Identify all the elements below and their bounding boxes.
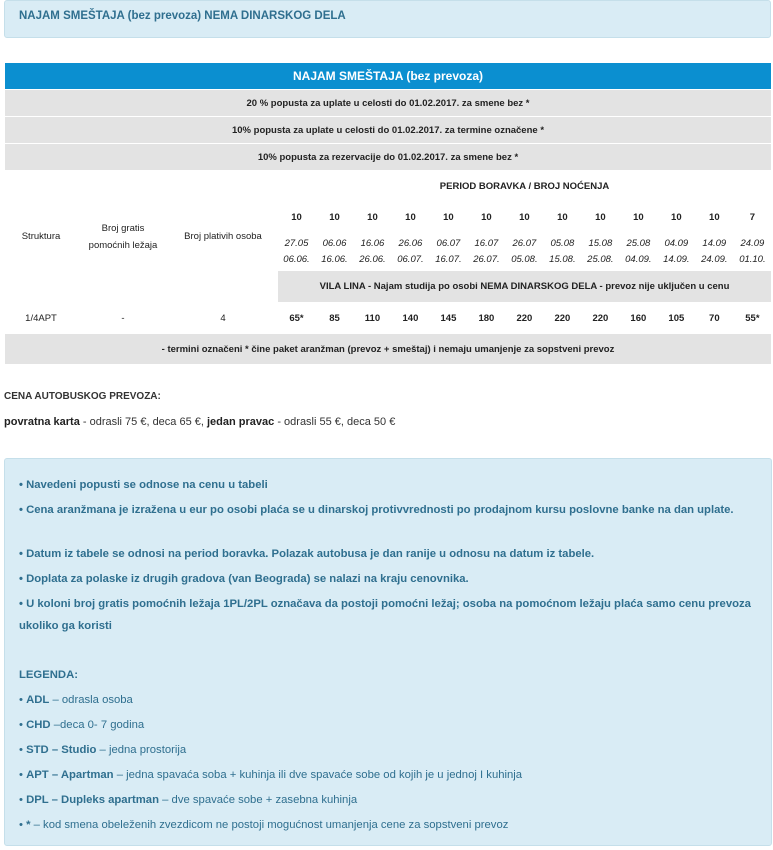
date-to: 14.09. [663,254,690,265]
nights-cell: 10 [391,202,429,234]
legend-desc: – jedna spavaća soba + kuhinja ili dve spavaće sobe od kojih je u jednoj I kuhinja [113,769,523,781]
nights-cell: 10 [695,202,733,234]
col-gratis-line1: Broj gratis [101,222,145,234]
legend-desc: – kod smena obeleženih zvezdicom ne postoji mogućnost umanjenja cene za sopstveni prevoz [30,819,509,831]
legend-bullet: • [19,694,27,706]
date-from: 06.06 [322,238,347,249]
row-platnih: 4 [169,303,278,334]
legend-title: LEGENDA: [19,669,78,681]
nights-cell: 10 [619,202,657,234]
legend-term: ADL [26,694,50,706]
nights-cell: 10 [353,202,391,234]
col-gratis-header [78,171,169,303]
legend-item [19,739,759,761]
bus-return-label: povratna karta [4,416,80,428]
info-box [4,458,772,846]
date-cell [695,234,733,271]
nights-cell: 10 [581,202,619,234]
legend-item [19,814,759,836]
bus-price-line [4,416,395,428]
legend-bullet: • [19,719,27,731]
row-struktura: 1/4APT [5,303,78,334]
note-5: • U koloni broj gratis pomoćnih ležaja 1PL/2PL označava da postoji pomoćni ležaj; osoba na pomoćnom ležaju plaća samo cenu prevoza ukoliko ga koristi [19,598,751,632]
price-cell: 220 [581,303,619,334]
price-cell: 140 [391,303,429,334]
note-2: • Cena aranžmana je izražena u eur po osobi plaća se u dinarskoj protivvrednosti po prodajnom kursu poslovne banke na dan uplate. [19,504,734,516]
price-cell: 85 [315,303,353,334]
legend-bullet: • [19,819,27,831]
date-to: 16.06. [321,254,348,265]
discount-1: 20 % popusta za uplate u celosti do 01.02.2017. za smene bez * [5,90,772,117]
date-from: 04.09 [664,238,689,249]
price-table [4,62,772,365]
legend-term: * [26,819,31,831]
nights-cell: 10 [657,202,695,234]
note-4: • Doplata za polaske iz drugih gradova (van Beograda) se nalazi na kraju cenovnika. [19,573,469,585]
legend-desc: –deca 0- 7 godina [50,719,145,731]
date-cell [505,234,543,271]
date-cell [657,234,695,271]
nights-cell: 10 [315,202,353,234]
price-cell: 180 [467,303,505,334]
bus-return-text: - odrasli 75 €, deca 65 €, [79,416,207,428]
row-gratis: - [78,303,169,334]
date-from: 27.05 [284,238,309,249]
bus-oneway-text: - odrasli 55 €, deca 50 € [274,416,396,428]
discount-2: 10% popusta za uplate u celosti do 01.02.2017. za termine označene * [5,117,772,144]
price-cell: 65* [278,303,316,334]
col-struktura-header: Struktura [5,171,78,303]
date-cell [581,234,619,271]
date-from: 25.08 [626,238,651,249]
nights-cell: 10 [429,202,467,234]
legend-desc: – jedna prostorija [96,744,187,756]
date-cell [543,234,581,271]
date-from: 26.07 [512,238,537,249]
date-from: 14.09 [702,238,727,249]
col-gratis-line2: pomoćnih ležaja [88,239,158,251]
legend-bullet: • [19,769,27,781]
date-cell [278,234,316,271]
table-title: NAJAM SMEŠTAJA (bez prevoza) [5,63,772,90]
table-note: - termini označeni * čine paket aranžman (prevoz + smeštaj) i nemaju umanjenje za sopstveni prevoz [5,334,772,365]
date-from: 24.09 [740,238,765,249]
top-notice-text: NAJAM SMEŠTAJA (bez prevoza) NEMA DINARSKOG DELA [19,10,346,22]
legend-desc: – dve spavaće sobe + zasebna kuhinja [158,794,358,806]
top-notice-box [4,0,771,38]
date-from: 16.06 [360,238,385,249]
date-cell [733,234,771,271]
legend-term: CHD [26,719,51,731]
date-from: 15.08 [588,238,613,249]
price-cell: 70 [695,303,733,334]
date-cell [429,234,467,271]
legend-desc: – odrasla osoba [49,694,133,706]
legend-term: STD – Studio [26,744,97,756]
legend-term: APT – Apartman [26,769,114,781]
legend-item [19,689,759,711]
date-to: 26.06. [359,254,386,265]
date-to: 06.07. [397,254,424,265]
period-title: PERIOD BORAVKA / BROJ NOĆENJA [278,171,772,202]
date-from: 16.07 [474,238,499,249]
legend-item [19,764,759,786]
col-platnih-header: Broj plativih osoba [169,171,278,303]
date-from: 26.06 [398,238,423,249]
date-to: 06.06. [283,254,310,265]
legend-item [19,789,759,811]
price-cell: 55* [733,303,771,334]
date-to: 04.09. [625,254,652,265]
price-cell: 110 [353,303,391,334]
date-to: 05.08. [511,254,538,265]
note-3: • Datum iz tabele se odnosi na period boravka. Polazak autobusa je dan ranije u odnosu na datum iz tabele. [19,548,595,560]
nights-cell: 7 [733,202,771,234]
table-row [5,303,772,334]
date-cell [353,234,391,271]
note-1: • Navedeni popusti se odnose na cenu u tabeli [19,479,268,491]
date-cell [467,234,505,271]
date-from: 05.08 [550,238,575,249]
bus-oneway-label: jedan pravac [207,416,275,428]
discount-3: 10% popusta za rezervacije do 01.02.2017. za smene bez * [5,144,772,171]
legend-item [19,714,759,736]
nights-cell: 10 [278,202,316,234]
price-cell: 145 [429,303,467,334]
date-cell [619,234,657,271]
legend-bullet: • [19,794,27,806]
date-cell [391,234,429,271]
price-cell: 160 [619,303,657,334]
date-to: 16.07. [435,254,462,265]
date-to: 15.08. [549,254,576,265]
date-to: 25.08. [587,254,614,265]
nights-cell: 10 [543,202,581,234]
date-to: 26.07. [473,254,500,265]
date-from: 06.07 [436,238,461,249]
price-cell: 220 [543,303,581,334]
legend-bullet: • [19,744,27,756]
bus-price-title: CENA AUTOBUSKOG PREVOZA: [4,391,161,402]
price-cell: 220 [505,303,543,334]
date-to: 24.09. [701,254,728,265]
price-cell: 105 [657,303,695,334]
nights-cell: 10 [505,202,543,234]
nights-cell: 10 [467,202,505,234]
villa-title: VILA LINA - Najam studija po osobi NEMA DINARSKOG DELA - prevoz nije uključen u cenu [278,271,772,303]
date-to: 01.10. [739,254,766,265]
legend-term: DPL – Dupleks apartman [26,794,159,806]
date-cell [315,234,353,271]
